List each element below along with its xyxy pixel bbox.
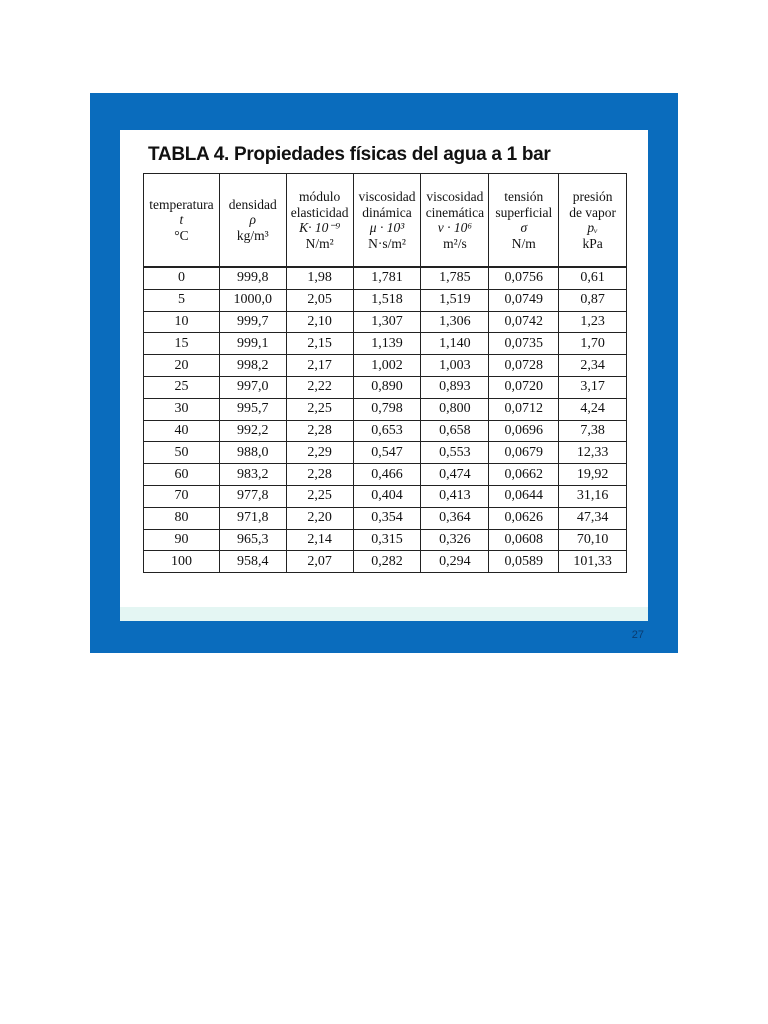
table-cell: 2,20 xyxy=(286,507,353,529)
table-cell: 60 xyxy=(144,464,220,486)
column-header-unit: °C xyxy=(174,227,189,243)
table-cell: 0,326 xyxy=(421,529,489,551)
table-cell: 2,29 xyxy=(286,442,353,464)
column-header-label: cinemática xyxy=(425,204,485,220)
column-header-symbol: K· 10⁻⁹ xyxy=(299,220,341,235)
table-row xyxy=(144,376,627,398)
table-cell: 0,0720 xyxy=(489,376,559,398)
table-cell: 1,003 xyxy=(421,355,489,377)
table-cell: 958,4 xyxy=(219,551,286,573)
column-header-label: dinámica xyxy=(362,204,412,220)
column-header-label: tensión xyxy=(504,189,544,204)
column-header-label: superficial xyxy=(495,204,553,220)
column-header-label: viscosidad xyxy=(358,189,416,204)
slide-frame xyxy=(90,93,678,653)
table-cell: 0,61 xyxy=(559,267,627,289)
table-cell: 2,25 xyxy=(286,485,353,507)
table-cell: 1,307 xyxy=(353,311,421,333)
table-card xyxy=(120,130,648,621)
column-header-symbol: ν · 10⁶ xyxy=(437,220,473,235)
table-row xyxy=(144,333,627,355)
table-row xyxy=(144,311,627,333)
table-cell: 25 xyxy=(144,376,220,398)
table-cell: 1,23 xyxy=(559,311,627,333)
table-cell: 0,798 xyxy=(353,398,421,420)
table-row xyxy=(144,507,627,529)
column-header xyxy=(421,174,489,268)
table-cell: 1,98 xyxy=(286,267,353,289)
table-cell: 30 xyxy=(144,398,220,420)
table-cell: 0,294 xyxy=(421,551,489,573)
table-cell: 0,653 xyxy=(353,420,421,442)
table-cell: 2,10 xyxy=(286,311,353,333)
column-header-symbol: μ · 10³ xyxy=(369,220,405,235)
card-bottom-band xyxy=(120,607,648,621)
column-header xyxy=(286,174,353,268)
table-cell: 999,8 xyxy=(219,267,286,289)
table-cell: 1,002 xyxy=(353,355,421,377)
table-cell: 0,0712 xyxy=(489,398,559,420)
table-cell: 1,781 xyxy=(353,267,421,289)
column-header-label: de vapor xyxy=(569,204,617,220)
table-cell: 1,139 xyxy=(353,333,421,355)
column-header-symbol: t xyxy=(179,212,184,228)
table-cell: 0,893 xyxy=(421,376,489,398)
page-number: 27 xyxy=(631,629,644,641)
column-header-unit: N·s/m² xyxy=(368,235,406,251)
table-cell: 4,24 xyxy=(559,398,627,420)
column-header xyxy=(353,174,421,268)
column-header xyxy=(144,174,220,268)
table-cell: 999,1 xyxy=(219,333,286,355)
column-header-unit: N/m xyxy=(511,235,536,251)
table-cell: 997,0 xyxy=(219,376,286,398)
table-row xyxy=(144,420,627,442)
table-cell: 0,0742 xyxy=(489,311,559,333)
table-cell: 1,519 xyxy=(421,289,489,311)
table-header-row xyxy=(144,174,627,268)
column-header-unit: m²/s xyxy=(443,235,467,251)
table-row xyxy=(144,529,627,551)
table-cell: 2,34 xyxy=(559,355,627,377)
table-cell: 0,0728 xyxy=(489,355,559,377)
table-cell: 2,14 xyxy=(286,529,353,551)
column-header-symbol: ρ xyxy=(249,212,257,228)
table-cell: 0,364 xyxy=(421,507,489,529)
column-header-label: elasticidad xyxy=(290,204,349,220)
table-cell: 90 xyxy=(144,529,220,551)
table-cell: 965,3 xyxy=(219,529,286,551)
table-cell: 0,890 xyxy=(353,376,421,398)
table-cell: 0,0608 xyxy=(489,529,559,551)
table-cell: 983,2 xyxy=(219,464,286,486)
column-header-symbol: pᵥ xyxy=(587,220,598,235)
table-cell: 1,785 xyxy=(421,267,489,289)
table-cell: 0,0589 xyxy=(489,551,559,573)
table-row xyxy=(144,355,627,377)
table-cell: 70 xyxy=(144,485,220,507)
table-cell: 971,8 xyxy=(219,507,286,529)
column-header-label: temperatura xyxy=(149,196,214,212)
table-cell: 0,553 xyxy=(421,442,489,464)
column-header-label: viscosidad xyxy=(426,189,484,204)
table-cell: 995,7 xyxy=(219,398,286,420)
table-cell: 31,16 xyxy=(559,485,627,507)
table-cell: 1,70 xyxy=(559,333,627,355)
table-cell: 12,33 xyxy=(559,442,627,464)
table-cell: 47,34 xyxy=(559,507,627,529)
table-cell: 0,547 xyxy=(353,442,421,464)
table-cell: 2,17 xyxy=(286,355,353,377)
table-cell: 0,658 xyxy=(421,420,489,442)
table-cell: 1,140 xyxy=(421,333,489,355)
table-cell: 2,28 xyxy=(286,464,353,486)
table-cell: 0,0696 xyxy=(489,420,559,442)
column-header-symbol: σ xyxy=(520,220,528,235)
table-cell: 0,0679 xyxy=(489,442,559,464)
table-cell: 988,0 xyxy=(219,442,286,464)
table-cell: 80 xyxy=(144,507,220,529)
column-header-label: densidad xyxy=(228,196,277,212)
table-cell: 15 xyxy=(144,333,220,355)
table-row xyxy=(144,267,627,289)
table-body xyxy=(144,267,627,573)
table-cell: 992,2 xyxy=(219,420,286,442)
table-cell: 0,0626 xyxy=(489,507,559,529)
table-cell: 2,05 xyxy=(286,289,353,311)
table-cell: 2,07 xyxy=(286,551,353,573)
table-cell: 0,315 xyxy=(353,529,421,551)
table-cell: 999,7 xyxy=(219,311,286,333)
table-cell: 0,354 xyxy=(353,507,421,529)
column-header-label: presión xyxy=(572,189,613,204)
table-row xyxy=(144,551,627,573)
column-header-unit: kPa xyxy=(582,235,603,251)
column-header-unit: kg/m³ xyxy=(236,227,269,243)
table-cell: 40 xyxy=(144,420,220,442)
table-cell: 1,518 xyxy=(353,289,421,311)
table-cell: 0,282 xyxy=(353,551,421,573)
table-cell: 2,28 xyxy=(286,420,353,442)
table-cell: 100 xyxy=(144,551,220,573)
table-cell: 3,17 xyxy=(559,376,627,398)
column-header xyxy=(489,174,559,268)
table-cell: 20 xyxy=(144,355,220,377)
column-header xyxy=(559,174,627,268)
table-title: TABLA 4. Propiedades físicas del agua a 1 bar xyxy=(148,144,551,165)
table-cell: 0,474 xyxy=(421,464,489,486)
table-cell: 50 xyxy=(144,442,220,464)
table-cell: 0,0662 xyxy=(489,464,559,486)
table-row xyxy=(144,442,627,464)
table-row xyxy=(144,398,627,420)
table-cell: 2,22 xyxy=(286,376,353,398)
table-cell: 0,0735 xyxy=(489,333,559,355)
table-cell: 0,0644 xyxy=(489,485,559,507)
table-row xyxy=(144,464,627,486)
table-row xyxy=(144,485,627,507)
table-cell: 1,306 xyxy=(421,311,489,333)
water-properties-table xyxy=(143,173,627,573)
table-cell: 2,15 xyxy=(286,333,353,355)
table-cell: 1000,0 xyxy=(219,289,286,311)
column-header xyxy=(219,174,286,268)
table-cell: 2,25 xyxy=(286,398,353,420)
column-header-label: módulo xyxy=(298,189,341,204)
table-cell: 0,87 xyxy=(559,289,627,311)
table-cell: 0,0749 xyxy=(489,289,559,311)
table-cell: 10 xyxy=(144,311,220,333)
table-cell: 0,466 xyxy=(353,464,421,486)
table-cell: 70,10 xyxy=(559,529,627,551)
table-cell: 0,0756 xyxy=(489,267,559,289)
table-cell: 0,413 xyxy=(421,485,489,507)
table-cell: 19,92 xyxy=(559,464,627,486)
table-cell: 977,8 xyxy=(219,485,286,507)
table-cell: 0,404 xyxy=(353,485,421,507)
table-cell: 0,800 xyxy=(421,398,489,420)
column-header-unit: N/m² xyxy=(305,235,334,251)
table-cell: 7,38 xyxy=(559,420,627,442)
table-cell: 5 xyxy=(144,289,220,311)
table-cell: 998,2 xyxy=(219,355,286,377)
table-cell: 101,33 xyxy=(559,551,627,573)
table-row xyxy=(144,289,627,311)
table-cell: 0 xyxy=(144,267,220,289)
